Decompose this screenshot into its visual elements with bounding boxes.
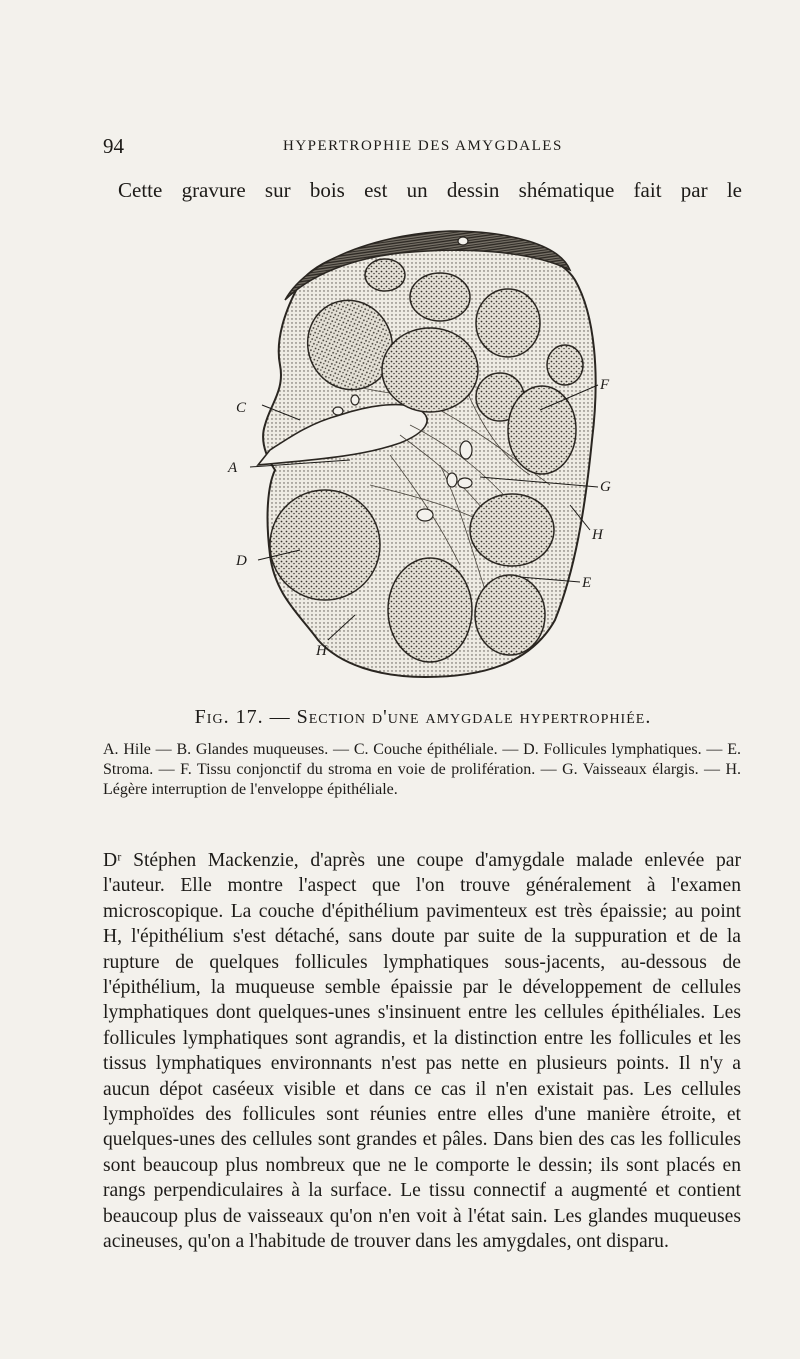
label-g: G [600, 479, 611, 495]
page-number: 94 [103, 134, 124, 158]
label-a: A [228, 460, 238, 476]
running-title: HYPERTROPHIE DES AMYGDALES [283, 138, 563, 154]
label-h-bottom: H [316, 643, 327, 659]
tonsil-section-illustration [230, 225, 620, 685]
body-paragraph: Dʳ Stéphen Mackenzie, d'après une coupe d'amygdale malade enlevée par l'auteur. Elle montre l'aspect que l'on trouve généralement à l'examen microscopique. La couche d'épithélium pavimenteux est très épaissie; au point H, l'épithélium s'est détaché, sans doute par suite de la suppuration et de la rupture de quelques follicules lymphatiques sous-jacents, au-dessous de l'épithélium, la muqueuse semble épaissie par le développement de cellules lymphatiques dont quelques-unes s'insinuent entre les cellules épithéliales. Les follicules lymphatiques sont agrandis, et la distinction entre les follicules et les tissus lymphatiques environnants n'est pas nette en plusieurs points. Il n'y a aucun dépot caséeux visible et dans ce cas il n'en existait pas. Les cellules lymphoïdes des follicules sont réunies entre elles d'une manière étroite, et quelques-unes des cellules sont grandes et pâles. Dans bien des cas les follicules sont beaucoup plus nombreux que ne le comporte le dessin; ils sont placés en rangs perpendiculaires à la surface. Le tissu connectif a augmenté et contient beaucoup plus de vaisseaux qu'on n'en voit à l'état sain. Les glandes muqueuses acineuses, qu'on a l'habitude de trouver dans les amygdales, ont disparu. [103, 850, 741, 1253]
label-h-right: H [592, 527, 603, 543]
figure-legend: A. Hile — B. Glandes muqueuses. — C. Couche épithéliale. — D. Follicules lymphatiques. — E. Stroma. — F. Tissu conjonctif du stroma en voie de prolifération. — G. Vaisseaux élargis. — H. Légère interruption de l'enveloppe épithéliale. [103, 741, 741, 798]
label-e: E [582, 575, 592, 591]
figure-caption-title: Fig. 17. — Section d'une amygdale hypertrophiée. [194, 706, 652, 728]
label-c: C [236, 400, 247, 416]
page-header [103, 134, 743, 158]
label-f: F [600, 377, 610, 393]
engraving-drawing [230, 225, 620, 685]
label-d: D [236, 553, 247, 569]
intro-text-line: Cette gravure sur bois est un dessin shématique fait par le [118, 178, 742, 202]
